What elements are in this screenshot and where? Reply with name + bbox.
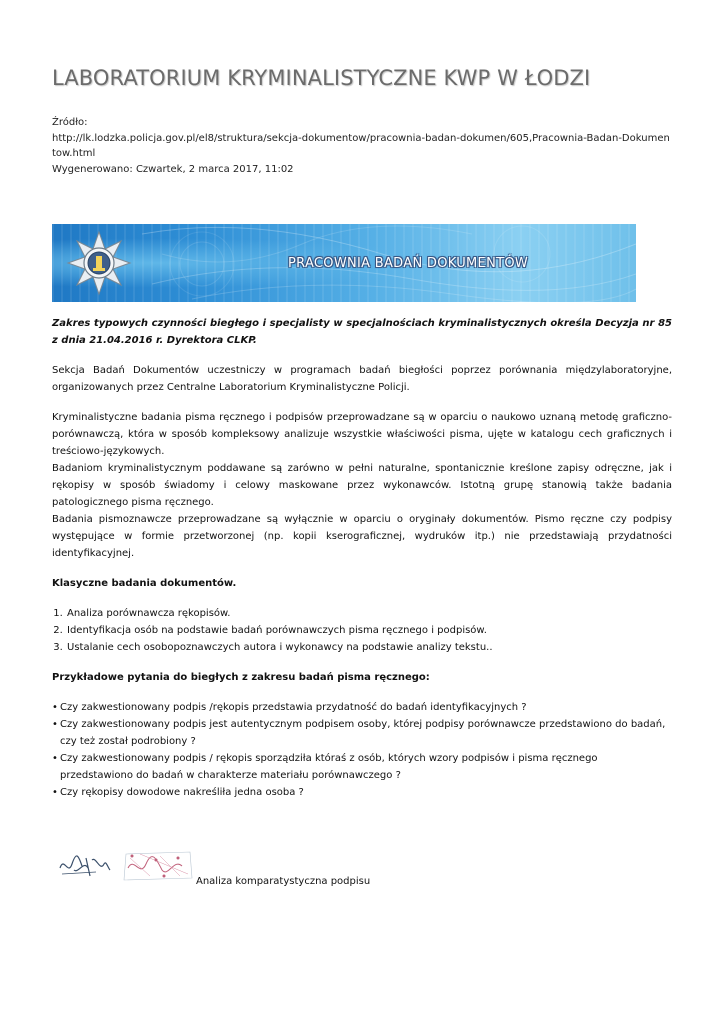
question-text: Czy rękopisy dowodowe nakreśliła jedna osoba ? (60, 787, 304, 798)
question-text: Czy zakwestionowany podpis / rękopis sporządziła któraś z osób, których wzory podpisów i pisma ręcznego przedstawiono do badań w charakterze materiału porównawczego ? (60, 753, 598, 781)
list-item (52, 699, 672, 716)
question-text: Czy zakwestionowany podpis /rękopis przedstawia przydatność do badań identyfikacyjnych ? (60, 702, 527, 713)
document-meta (52, 115, 672, 177)
list-item (52, 784, 672, 801)
source-label: Źródło: (52, 117, 88, 128)
list-item: 3. Ustalanie cech osobopoznawczych autora i wykonawcy na podstawie analizy tekstu.. (66, 639, 672, 656)
bullet-icon: • (52, 719, 58, 730)
classic-tests-list (52, 605, 672, 656)
page-title: LABORATORIUM KRYMINALISTYCZNE KWP W ŁODZI (52, 66, 591, 90)
bullet-icon: • (52, 702, 58, 713)
generated-timestamp: Wygenerowano: Czwartek, 2 marca 2017, 11:02 (52, 163, 294, 175)
list-item (52, 716, 672, 750)
figure-caption: Analiza komparatystyczna podpisu (196, 876, 371, 887)
questions-list (52, 699, 672, 801)
signature-figure (52, 846, 452, 896)
paragraph-scope: Badaniom kryminalistycznym poddawane są zarówno w pełni naturalne, spontanicznie kreślone zapisy odręczne, jak i rękopisy w sposób świadomy i celowy maskowane przez wykonawców. Istotną grupę stanowią także badania patologicznego pisma ręcznego. (52, 463, 672, 508)
question-text: Czy zakwestionowany podpis jest autentycznym podpisem osoby, której podpisy porównawcze przedstawiono do badań, czy też został podrobiony ? (60, 719, 666, 747)
banner-title: PRACOWNIA BADAŃ DOKUMENTÓW (288, 256, 529, 271)
section-heading-classic: Klasyczne badania dokumentów. (52, 578, 237, 589)
bullet-icon: • (52, 787, 58, 798)
source-url[interactable]: http://lk.lodzka.policja.gov.pl/el8/struktura/sekcja-dokumentow/pracownia-badan-dokumen/605,Pracownia-Badan-Dokumentow.html (52, 132, 670, 159)
bullet-icon: • (52, 753, 58, 764)
lead-paragraph: Zakres typowych czynności biegłego i specjalisty w specjalnościach kryminalistycznych określa Decyzja nr 85 z dnia 21.04.2016 r. Dyrektora CLKP. (52, 318, 672, 346)
list-item: 2. Identyfikacja osób na podstawie badań porównawczych pisma ręcznego i podpisów. (66, 622, 672, 639)
section-heading-questions: Przykładowe pytania do biegłych z zakresu badań pisma ręcznego: (52, 672, 430, 683)
paragraph-proficiency: Sekcja Badań Dokumentów uczestniczy w programach badań biegłości poprzez porównania międzylaboratoryjne, organizowanych przez Centralne Laboratorium Kryminalistyczne Policji. (52, 365, 672, 393)
section-banner (52, 224, 636, 302)
paragraph-method: Kryminalistyczne badania pisma ręcznego i podpisów przeprowadzane są w oparciu o naukowo uznaną metodę graficzno-porównawczą, która w sposób kompleksowy analizuje wszystkie właściwości pisma, ujęte w katalogu cech graficznych i treściowo-językowych. (52, 412, 672, 457)
police-star-badge-icon (66, 230, 132, 296)
paragraph-originals: Badania pismoznawcze przeprowadzane są wyłącznie w oparciu o oryginały dokumentów. Pismo ręczne czy podpisy występujące w formie przetworzonej (np. kopii kserograficznej, wydruków itp.) nie przedstawiają przydatności identyfikacyjnej. (52, 514, 672, 559)
signature-sample-image (56, 846, 112, 882)
main-content (52, 315, 672, 801)
signature-comparison-image (120, 848, 194, 884)
list-item (52, 750, 672, 784)
list-item: 1. Analiza porównawcza rękopisów. (66, 605, 672, 622)
